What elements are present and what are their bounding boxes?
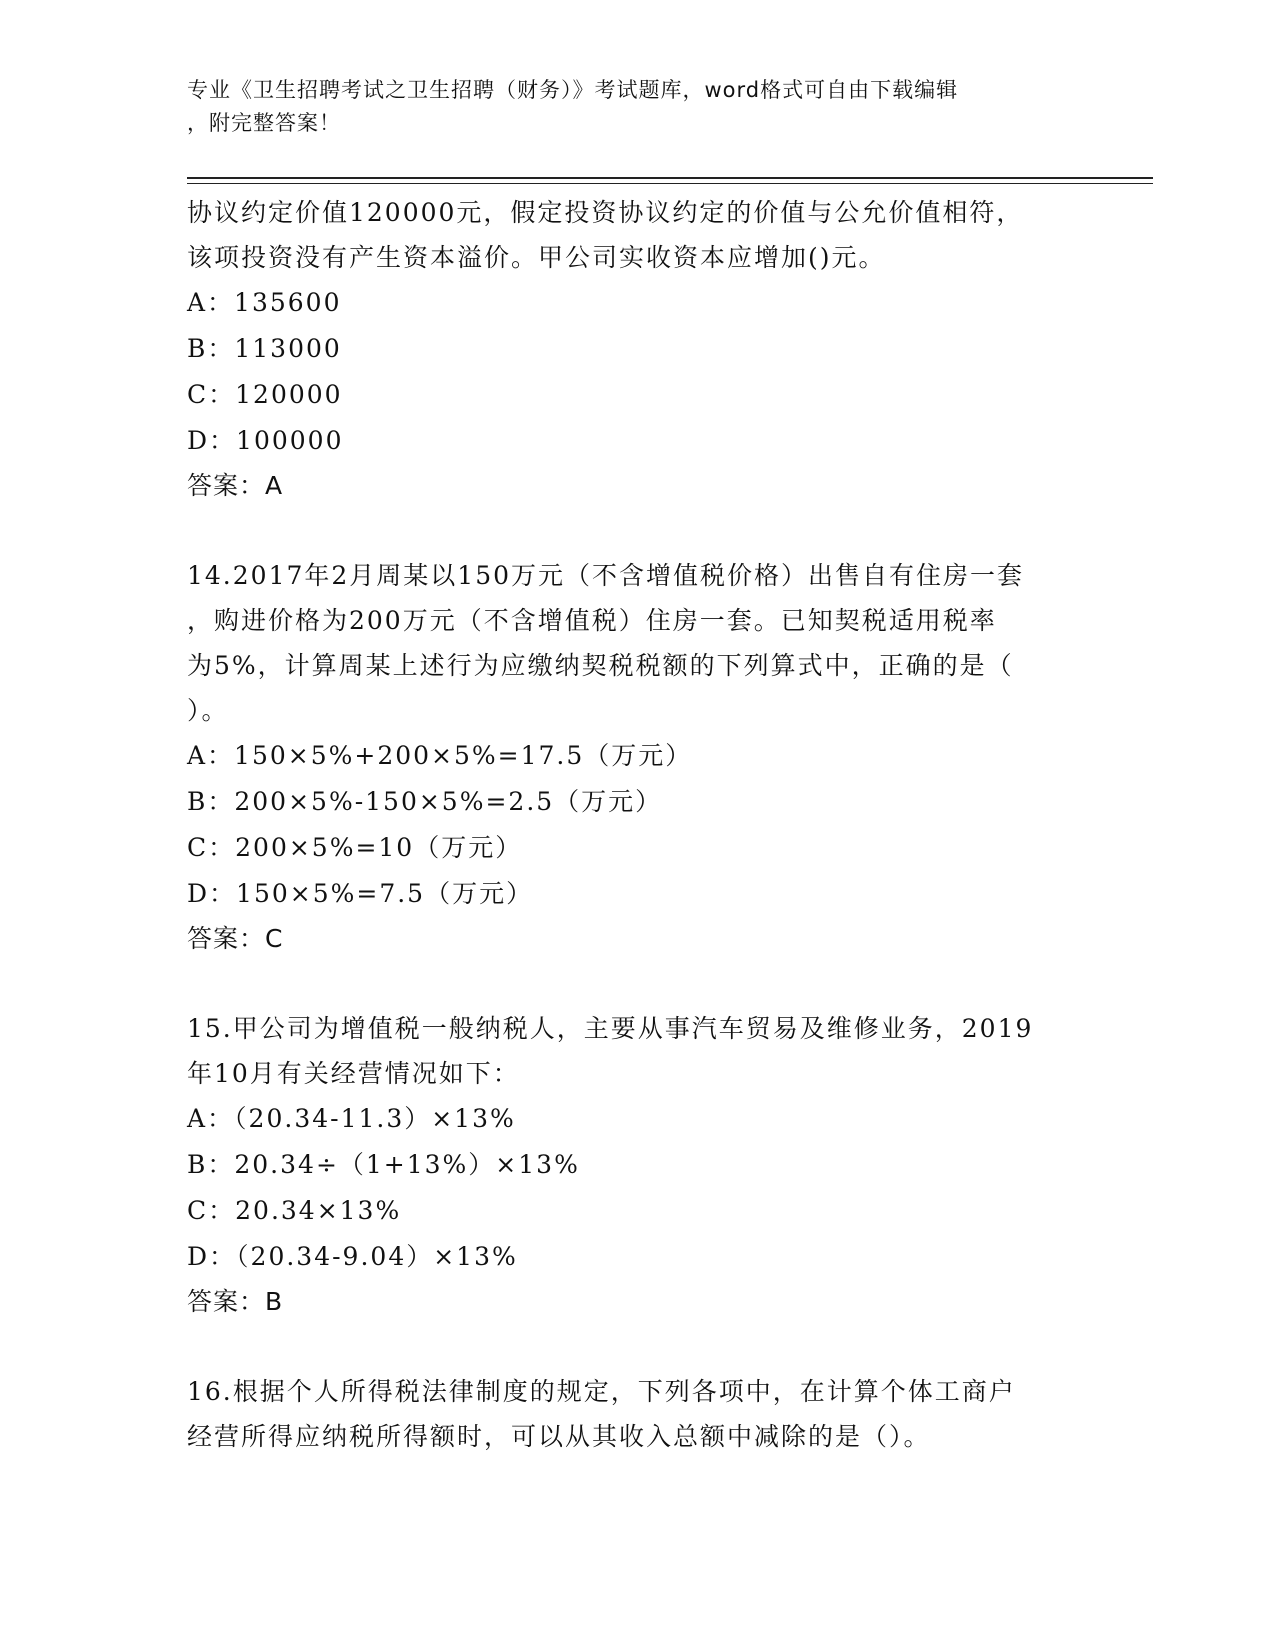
option-c: C：20.34×13% bbox=[187, 1196, 402, 1225]
question-text-line: 协议约定价值120000元，假定投资协议约定的价值与公允价值相符， bbox=[187, 198, 1024, 227]
question-text-line: ，购进价格为200万元（不含增值税）住房一套。已知契税适用税率 bbox=[187, 606, 997, 635]
option-d: D：（20.34-9.04）×13% bbox=[187, 1242, 518, 1271]
option-a: A：（20.34-11.3）×13% bbox=[187, 1104, 516, 1133]
option-b: B：113000 bbox=[187, 334, 342, 363]
question-text-line: 15.甲公司为增值税一般纳税人，主要从事汽车贸易及维修业务，2019 bbox=[187, 1014, 1034, 1043]
header-title-line-1: 专业《卫生招聘考试之卫生招聘（财务）》考试题库，word格式可自由下载编辑 bbox=[187, 78, 959, 102]
question-spacer bbox=[187, 961, 1087, 1006]
question-text-line: ）。 bbox=[187, 696, 229, 725]
option-a: A：150×5%+200×5%=17.5（万元） bbox=[187, 741, 693, 770]
question-13 bbox=[187, 190, 1087, 508]
answer-label: 答案：C bbox=[187, 924, 284, 953]
document-header bbox=[187, 74, 1067, 140]
question-text-line: 16.根据个人所得税法律制度的规定，下列各项中，在计算个体工商户 bbox=[187, 1377, 1016, 1406]
option-c: C：120000 bbox=[187, 380, 343, 409]
option-b: B：200×5%-150×5%=2.5（万元） bbox=[187, 787, 663, 816]
option-d: D：150×5%=7.5（万元） bbox=[187, 879, 534, 908]
option-b: B：20.34÷（1+13%）×13% bbox=[187, 1150, 580, 1179]
option-d: D：100000 bbox=[187, 426, 344, 455]
question-14 bbox=[187, 553, 1087, 961]
answer-label: 答案：B bbox=[187, 1287, 284, 1316]
question-text-line: 经营所得应纳税所得额时，可以从其收入总额中减除的是（）。 bbox=[187, 1422, 931, 1451]
answer-label: 答案：A bbox=[187, 471, 284, 500]
question-spacer bbox=[187, 1324, 1087, 1369]
question-16 bbox=[187, 1369, 1087, 1459]
option-a: A：135600 bbox=[187, 288, 342, 317]
header-divider-thick bbox=[187, 177, 1153, 179]
question-text-line: 为5%，计算周某上述行为应缴纳契税税额的下列算式中，正确的是（ bbox=[187, 651, 1014, 680]
header-title-line-2: ，附完整答案！ bbox=[187, 111, 341, 135]
question-text-line: 年10月有关经营情况如下： bbox=[187, 1059, 520, 1088]
question-text-line: 该项投资没有产生资本溢价。甲公司实收资本应增加()元。 bbox=[187, 243, 886, 272]
question-15 bbox=[187, 1006, 1087, 1324]
option-c: C：200×5%=10（万元） bbox=[187, 833, 523, 862]
question-spacer bbox=[187, 508, 1087, 553]
question-text-line: 14.2017年2月周某以150万元（不含增值税价格）出售自有住房一套 bbox=[187, 561, 1025, 590]
header-divider-thin bbox=[187, 183, 1153, 184]
question-list bbox=[187, 190, 1087, 1459]
